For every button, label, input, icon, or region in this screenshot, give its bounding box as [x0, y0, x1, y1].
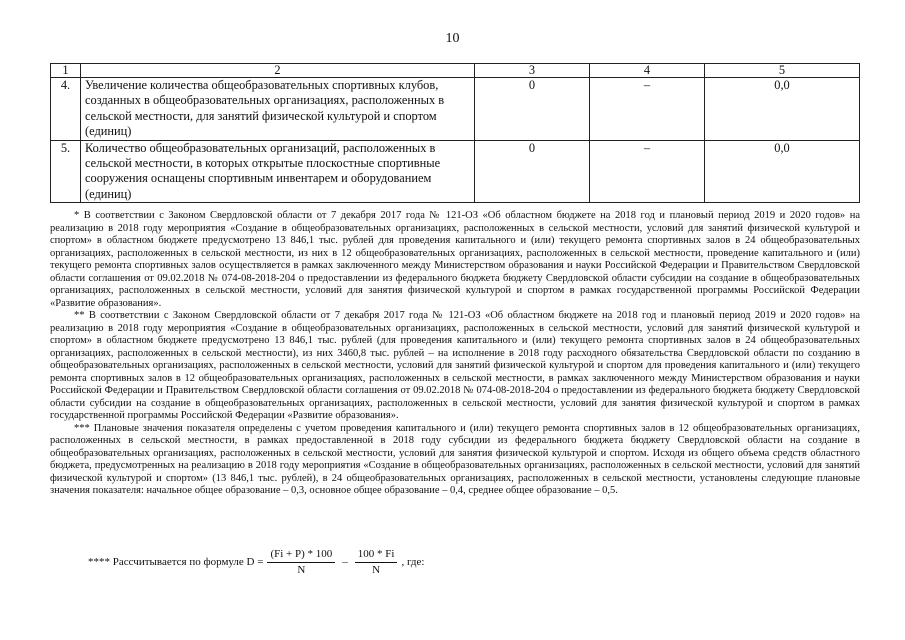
indicator-value-col4: –	[590, 140, 705, 203]
table-row	[51, 140, 860, 203]
indicator-value-col3: 0	[475, 78, 590, 141]
formula-footnote	[88, 548, 424, 577]
footnote-1: * В соответствии с Законом Свердловской области от 7 декабря 2017 года № 121-ОЗ «Об областном бюджете на 2018 год и плановый период 2019 и 2020 годов» на реализацию в 2018 году мероприятия «Создание в общеобразовательных организациях, расположенных в сельской местности, условий для занятий физической культурой и спортом» в областном бюджете предусмотрено 13 846,1 тыс. рублей для проведения капитального и (или) текущего ремонта спортивных залов в 24 общеобразовательных организациях, расположенных в сельской местности, из них в 12 общеобразовательных организациях, расположенных в сельской местности, проведение капитального и (или) текущего ремонта спортивных залов осуществляется в рамках заключенного между Министерством образования и науки Российской Федерации и Правительством Свердловской области соглашения от 09.02.2018 № 074-08-2018-204 о предоставлении из федерального бюджета бюджету Свердловской области субсидии на создание в общеобразовательных организациях, расположенных в сельской местности, условий для занятия физической культурой и спортом в рамках государственной программы Российской Федерации «Развитие образования».	[50, 210, 860, 309]
indicator-value-col5: 0,0	[705, 140, 860, 203]
footnote-2: ** В соответствии с Законом Свердловской области от 7 декабря 2017 года № 121-ОЗ «Об областном бюджете на 2018 год и плановый период 2019 и 2020 годов» на реализацию в 2018 году мероприятия «Создание в общеобразовательных организациях, расположенных в сельской местности, условий для занятий физической культурой и спортом» в областном бюджете предусмотрено 13 846,1 тыс. рублей (для проведения капитального и (или) текущего ремонта спортивных залов в 24 общеобразовательных организациях, расположенных в сельской местности), из них 3460,8 тыс. рублей – на исполнение в 2018 году расходного обязательства Свердловской области по созданию в общеобразовательных организациях, расположенных в сельской местности, условий для занятий физической культурой и спортом для проведения капитального и (или) текущего ремонта спортивных залов в 12 общеобразовательных организациях, расположенных в сельской местности, в рамках заключенного между Министерством образования и науки Российской Федерации и Правительством Свердловской области соглашения от 09.02.2018 № 074-08-2018-204 о предоставлении из федерального бюджета бюджету Свердловской области субсидии на создание в общеобразовательных организациях, расположенных в сельской местности, условий для занятия физической культурой и спортом в рамках государственной программы Российской Федерации «Развитие образования».	[50, 310, 860, 421]
header-cell-1: 1	[51, 64, 81, 78]
header-cell-2: 2	[81, 64, 475, 78]
footnote-3: *** Плановые значения показателя определены с учетом проведения капитального и (или) текущего ремонта спортивных залов в 12 общеобразовательных организациях, расположенных в сельской местности, в рамках предоставленной в 2018 году субсидии из федерального бюджета бюджету Свердловской области на создание в общеобразовательных организациях, расположенных в сельской местности, условий для занятия физической культурой и спортом. Исходя из общего объема средств областного бюджета, предусмотренных на реализацию в 2018 году мероприятия «Создание в общеобразовательных организациях, расположенных в сельской местности, условий для занятий физической культурой и спортом» (13 846,1 тыс. рублей), в 24 общеобразовательных организациях, расположенных в сельской местности, установлены следующие плановые значения показателя: начальное общее образование – 0,3, основное общее образование – 0,4, среднее общее образование – 0,5.	[50, 422, 860, 496]
page-number: 10	[445, 31, 460, 46]
formula-fraction-2	[355, 548, 398, 577]
fraction-2-denominator: N	[372, 564, 381, 576]
row-number: 5.	[51, 140, 81, 203]
fraction-1-denominator: N	[297, 564, 306, 576]
fraction-1-numerator: (Fi + P) * 100	[267, 548, 335, 563]
row-number: 4.	[51, 78, 81, 141]
table-row	[51, 78, 860, 141]
table-header-row	[51, 64, 860, 78]
indicator-name: Количество общеобразовательных организаций, расположенных в сельской местности, в которых открытые плоскостные спортивные сооружения оснащены спортивным инвентарем и оборудованием (единиц)	[81, 140, 475, 203]
indicator-value-col4: –	[590, 78, 705, 141]
indicator-value-col3: 0	[475, 140, 590, 203]
header-cell-3: 3	[475, 64, 590, 78]
formula-fraction-1	[267, 548, 335, 577]
formula-minus: –	[342, 556, 348, 568]
formula-suffix: , где:	[401, 556, 425, 568]
formula-prefix: **** Рассчитывается по формуле D =	[88, 556, 264, 568]
footnotes	[50, 210, 860, 498]
header-cell-4: 4	[590, 64, 705, 78]
fraction-2-numerator: 100 * Fi	[355, 548, 398, 563]
indicators-table	[50, 63, 860, 203]
indicator-value-col5: 0,0	[705, 78, 860, 141]
indicator-name: Увеличение количества общеобразовательных спортивных клубов, созданных в общеобразовательных организациях, расположенных в сельской местности, для занятий физической культурой и спортом (единиц)	[81, 78, 475, 141]
header-cell-5: 5	[705, 64, 860, 78]
